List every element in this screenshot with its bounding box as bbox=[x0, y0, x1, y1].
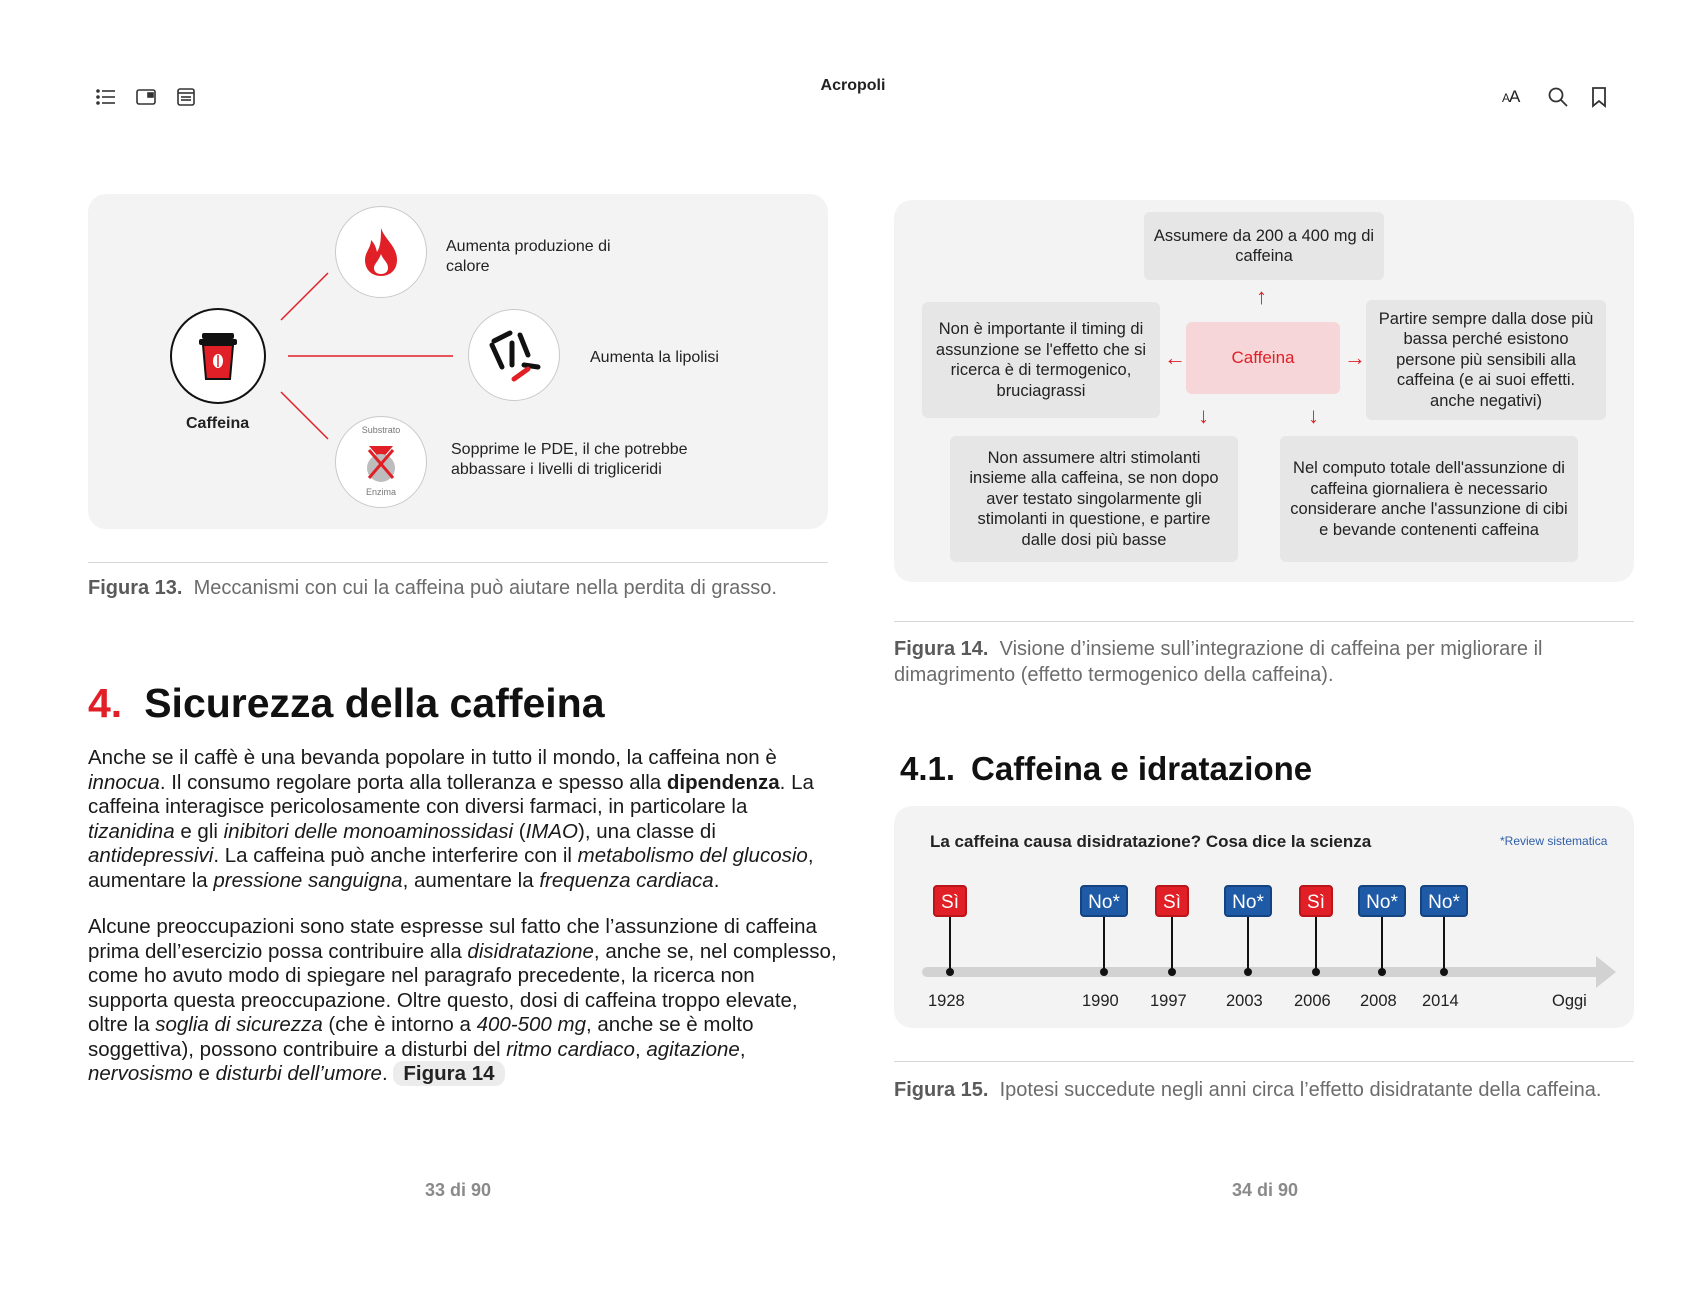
fig14-left-box: Non è importante il timing di assunzione se l'effetto che si ricerca è di termogenico, bruciagrassi bbox=[922, 302, 1160, 418]
caffeina-label: Caffeina bbox=[186, 415, 250, 432]
timeline-tag: Sì bbox=[1155, 885, 1189, 917]
timeline-dot bbox=[1100, 968, 1108, 976]
timeline-stem bbox=[1443, 917, 1445, 971]
divider bbox=[894, 1061, 1634, 1062]
arrow-left-icon: ← bbox=[1164, 345, 1186, 370]
arrow-right-icon: → bbox=[1344, 345, 1366, 370]
timeline-dot bbox=[1244, 968, 1252, 976]
fig13-item-1-text: Aumenta produzione di calore bbox=[446, 238, 611, 275]
divider bbox=[88, 562, 828, 563]
timeline-stem bbox=[1103, 917, 1105, 971]
bookmark-icon[interactable] bbox=[1588, 86, 1610, 108]
timeline-year: 2003 bbox=[1226, 992, 1263, 1010]
fig13-item-2-text: Aumenta la lipolisi bbox=[590, 349, 719, 366]
timeline-tag: No* bbox=[1224, 885, 1272, 917]
lipolysis-icon bbox=[468, 309, 560, 401]
app-title: Acropoli bbox=[820, 77, 886, 94]
timeline-tag: Sì bbox=[933, 885, 967, 917]
enzyme-icon: Substrato Enzima bbox=[335, 416, 427, 508]
timeline-dot bbox=[1378, 968, 1386, 976]
timeline-stem bbox=[1247, 917, 1249, 971]
arrow-up-icon: ↑ bbox=[1256, 284, 1267, 309]
page-number-right: 34 di 90 bbox=[1232, 1180, 1299, 1200]
timeline-dot bbox=[1168, 968, 1176, 976]
arrow-down-icon: ↓ bbox=[1308, 403, 1319, 428]
timeline-arrowhead bbox=[1596, 956, 1616, 988]
timeline-year: 1928 bbox=[928, 992, 965, 1010]
divider bbox=[894, 621, 1634, 622]
fig14-bottom-left-box: Non assumere altri stimolanti insieme alla caffeina, se non dopo aver testato singolarmente gli stimolanti in questione, e partire dalle dosi più basse bbox=[950, 436, 1238, 562]
section-4-paragraph-2: Alcune preoccupazioni sono state espresse sul fatto che l’assunzione di caffeina prima dell’esercizio possa contribuire alla disidratazione, anche se, nel complesso, come ho avuto modo di spiegare nel paragrafo precedente, la ricerca non supporta questa preoccupazione. Oltre questo, dosi di caffeina troppo elevate, oltre la soglia di sicurezza (che è intorno a 400-500 mg, anche se è molto soggettiva), possono contribuire a disturbi del ritmo cardiaco, agitazione, nervosismo e disturbi dell’umore. Figura 14 bbox=[88, 915, 837, 1085]
fig14-bottom-right-box: Nel computo totale dell'assunzione di caffeina giornaliera è necessario considerare anche l'assunzione di cibi e bevande contenenti caffeina bbox=[1280, 436, 1578, 562]
fig14-top-box: Assumere da 200 a 400 mg di caffeina bbox=[1144, 212, 1384, 280]
timeline-year: 1997 bbox=[1150, 992, 1187, 1010]
fig13-item-3-text: Sopprime le PDE, il che potrebbe abbassare i livelli di trigliceridi bbox=[451, 441, 688, 478]
timeline-dot bbox=[946, 968, 954, 976]
figure-13-caption: Figura 13. Meccanismi con cui la caffeina può aiutare nella perdita di grasso. bbox=[88, 577, 777, 599]
coffee-cup-icon bbox=[170, 308, 266, 404]
search-icon[interactable] bbox=[1547, 86, 1569, 108]
section-4-heading: 4. Sicurezza della caffeina bbox=[88, 680, 605, 726]
timeline-tag: No* bbox=[1358, 885, 1406, 917]
timeline-year: 2008 bbox=[1360, 992, 1397, 1010]
flame-icon bbox=[335, 206, 427, 298]
figure-15-title: La caffeina causa disidratazione? Cosa dice la scienza bbox=[930, 832, 1372, 851]
figure-15-caption: Figura 15. Ipotesi succedute negli anni circa l’effetto disidratante della caffeina. bbox=[894, 1079, 1602, 1101]
section-4-1-heading: 4.1. Caffeina e idratazione bbox=[900, 750, 1313, 787]
review-note: *Review sistematica bbox=[1500, 834, 1608, 848]
timeline-year: 1990 bbox=[1082, 992, 1119, 1010]
timeline-tag: Sì bbox=[1299, 885, 1333, 917]
timeline-tag: No* bbox=[1080, 885, 1128, 917]
timeline-dot bbox=[1440, 968, 1448, 976]
timeline-stem bbox=[1315, 917, 1317, 971]
timeline-year: 2014 bbox=[1422, 992, 1459, 1010]
timeline-end-label: Oggi bbox=[1552, 992, 1587, 1010]
timeline-stem bbox=[949, 917, 951, 971]
timeline-year: 2006 bbox=[1294, 992, 1331, 1010]
section-4-paragraph-1: Anche se il caffè è una bevanda popolare in tutto il mondo, la caffeina non è innocua. Il consumo regolare porta alla tolleranza e spesso alla dipendenza. La caffeina interagisce pericolosamente con diversi farmaci, in particolare la tizanidina e gli inibitori delle monoaminossidasi (IMAO), una classe di antidepressivi. La caffeina può anche interferire con il metabolismo del glucosio, aumentare la pressione sanguigna, aumentare la frequenza cardiaca. bbox=[88, 746, 814, 892]
figure-13 bbox=[88, 194, 828, 529]
page-number-left: 33 di 90 bbox=[425, 1180, 492, 1200]
timeline-stem bbox=[1381, 917, 1383, 971]
figure-14-caption: Figura 14. Visione d’insieme sull’integrazione di caffeina per migliorare il dimagrimento (effetto termogenico della caffeina). bbox=[894, 638, 1543, 686]
figure-14 bbox=[894, 200, 1634, 582]
arrow-down-icon: ↓ bbox=[1198, 403, 1209, 428]
timeline-tag: No* bbox=[1420, 885, 1468, 917]
figure-14-reference-link[interactable]: Figura 14 bbox=[393, 1061, 504, 1086]
timeline-bar bbox=[922, 967, 1602, 977]
timeline-dot bbox=[1312, 968, 1320, 976]
fig14-right-box: Partire sempre dalla dose più bassa perché esistono persone più sensibili alla caffeina (e ai suoi effetti. anche negativi) bbox=[1366, 300, 1606, 420]
text-size-button[interactable]: AA bbox=[1502, 87, 1520, 106]
timeline-stem bbox=[1171, 917, 1173, 971]
fig14-center-box: Caffeina bbox=[1186, 322, 1340, 394]
